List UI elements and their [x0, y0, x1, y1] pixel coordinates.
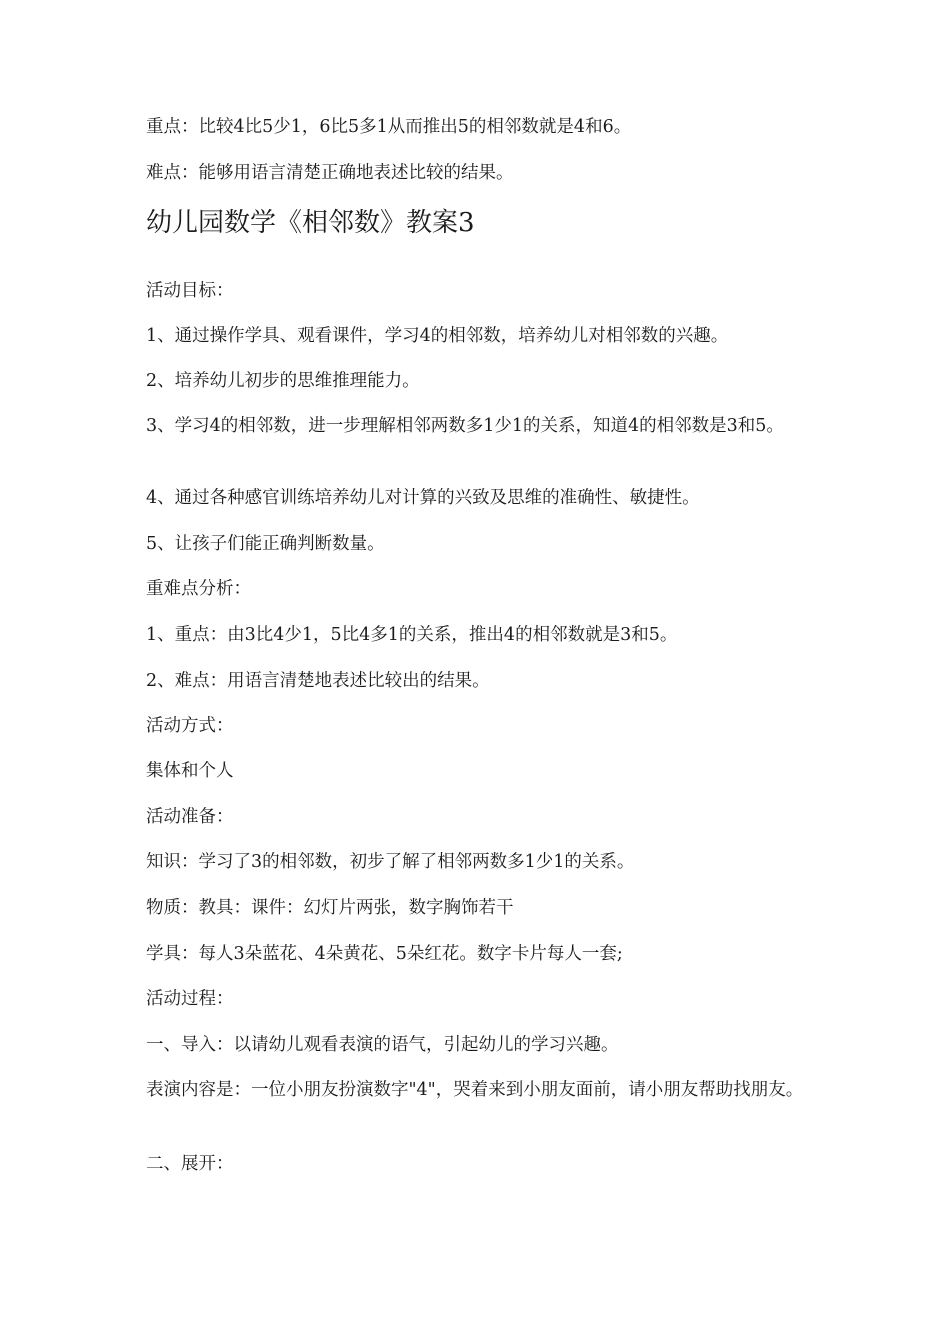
difficulty-item: 2、难点：用语言清楚地表述比较出的结果。: [146, 671, 490, 691]
prep-knowledge: 知识：学习了3的相邻数，初步了解了相邻两数多1少1的关系。: [146, 852, 635, 872]
prep-materials: 物质：教具：课件：幻灯片两张，数字胸饰若干: [146, 898, 514, 918]
difficulty-paragraph: 难点：能够用语言清楚正确地表述比较的结果。: [146, 163, 514, 183]
prep-student-tools: 学具：每人3朵蓝花、4朵黄花、5朵红花。数字卡片每人一套;: [146, 944, 623, 964]
process-expand: 二、展开：: [146, 1154, 234, 1174]
activity-goals-label: 活动目标：: [146, 281, 234, 301]
process-intro: 一、导入：以请幼儿观看表演的语气，引起幼儿的学习兴趣。: [146, 1035, 619, 1055]
performance-content: 表演内容是：一位小朋友扮演数字"4"，哭着来到小朋友面前，请小朋友帮助找朋友。: [146, 1080, 804, 1100]
goal-item-2: 2、培养幼儿初步的思维推理能力。: [146, 371, 420, 391]
key-difficulty-label: 重难点分析：: [146, 579, 251, 599]
activity-method-label: 活动方式：: [146, 716, 234, 736]
activity-process-label: 活动过程：: [146, 989, 234, 1009]
goal-item-4: 4、通过各种感官训练培养幼儿对计算的兴致及思维的准确性、敏捷性。: [146, 488, 700, 508]
activity-method-value: 集体和个人: [146, 761, 234, 781]
key-point-paragraph: 重点：比较4比5少1，6比5多1从而推出5的相邻数就是4和6。: [146, 117, 632, 137]
goal-item-5: 5、让孩子们能正确判断数量。: [146, 534, 385, 554]
activity-prep-label: 活动准备：: [146, 807, 234, 827]
key-point-item: 1、重点：由3比4少1，5比4多1的关系，推出4的相邻数就是3和5。: [146, 625, 678, 645]
goal-item-3: 3、学习4的相邻数，进一步理解相邻两数多1少1的关系，知道4的相邻数是3和5。: [146, 416, 784, 436]
goal-item-1: 1、通过操作学具、观看课件，学习4的相邻数，培养幼儿对相邻数的兴趣。: [146, 326, 729, 346]
section-heading: 幼儿园数学《相邻数》教案3: [146, 208, 475, 238]
